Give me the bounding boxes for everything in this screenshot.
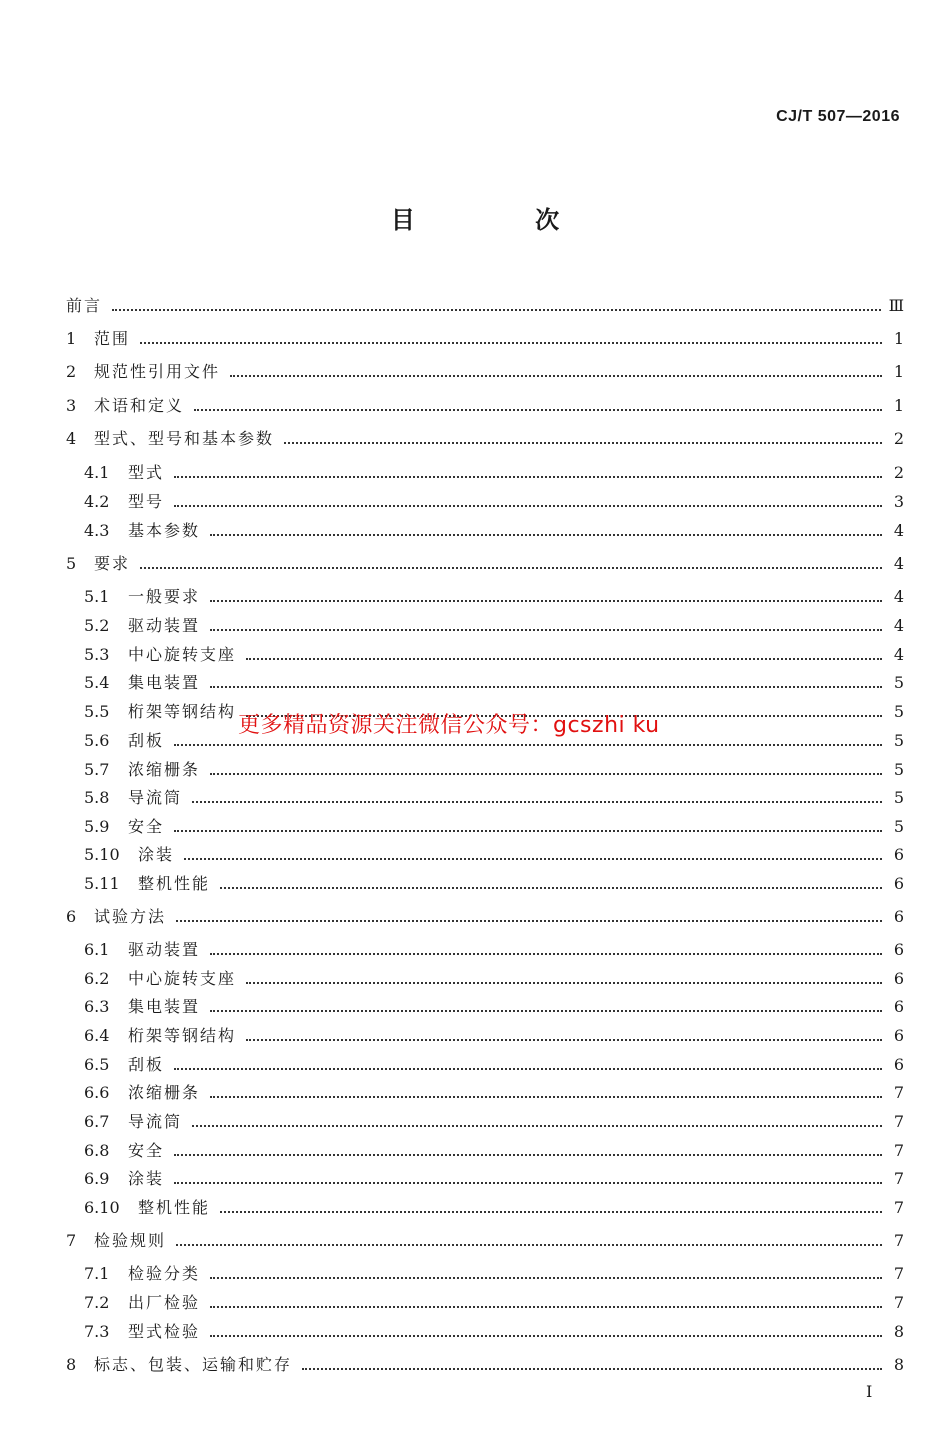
toc-entry-page: 8	[893, 1355, 904, 1374]
toc-entry-page: 5	[893, 731, 904, 750]
toc-entry-page: 7	[893, 1141, 904, 1160]
toc-entry[interactable]	[66, 1351, 904, 1375]
toc-entry-page: 4	[893, 645, 904, 664]
toc-entry-number: 7.1	[84, 1264, 110, 1283]
toc-entry-label: 要求	[94, 554, 131, 573]
toc-entry-number: 5.4	[84, 673, 110, 692]
toc-entry-number: 5.9	[84, 817, 110, 836]
toc-dot-leader	[176, 919, 882, 922]
toc-entry[interactable]	[84, 870, 904, 894]
toc-entry[interactable]	[84, 641, 904, 665]
toc-entry-number: 7	[66, 1231, 77, 1250]
toc-entry[interactable]	[84, 841, 904, 865]
toc-entry-number: 6.6	[84, 1083, 110, 1102]
toc-entry-number: 4.3	[84, 521, 110, 540]
toc-entry-page: 6	[893, 1026, 904, 1045]
toc-dot-leader	[210, 685, 882, 688]
toc-entry-number: 5	[66, 554, 77, 573]
toc-entry-label: 驱动装置	[128, 940, 201, 959]
toc-entry-page: 7	[893, 1169, 904, 1188]
page-title: 目 次	[390, 205, 616, 234]
toc-entry-label: 导流筒	[128, 1112, 183, 1131]
toc-entry-number: 6.5	[84, 1055, 110, 1074]
toc-entry[interactable]	[84, 517, 904, 541]
toc-entry-label: 浓缩栅条	[128, 760, 201, 779]
toc-entry-label: 整机性能	[138, 874, 211, 893]
toc-entry-number: 4	[66, 429, 77, 448]
toc-entry[interactable]	[84, 488, 904, 512]
toc-entry[interactable]	[84, 813, 904, 837]
toc-entry-label: 涂装	[138, 845, 175, 864]
toc-entry[interactable]	[66, 392, 904, 416]
toc-dot-leader	[174, 743, 882, 746]
toc-entry-number: 6.4	[84, 1026, 110, 1045]
standard-code: CJ/T 507—2016	[776, 108, 900, 125]
toc-entry-label: 范围	[94, 329, 131, 348]
toc-entry-label: 桁架等钢结构	[128, 1026, 237, 1045]
toc-entry-label: 安全	[128, 817, 165, 836]
toc-dot-leader	[174, 475, 882, 478]
toc-entry-number: 5.3	[84, 645, 110, 664]
toc-entry-page: 6	[893, 969, 904, 988]
toc-entry-page: 5	[893, 760, 904, 779]
toc-entry-number: 6.10	[84, 1198, 120, 1217]
toc-dot-leader	[220, 1210, 882, 1213]
page-number: Ⅰ	[866, 1382, 873, 1401]
toc-entry-label: 检验规则	[94, 1231, 167, 1250]
toc-entry-page: 6	[893, 997, 904, 1016]
toc-entry-page: 6	[893, 907, 904, 926]
toc-dot-leader	[174, 1067, 882, 1070]
toc-entry-page: 2	[893, 429, 904, 448]
toc-entry-label: 刮板	[128, 731, 165, 750]
toc-entry-page: 6	[893, 874, 904, 893]
toc-dot-leader	[194, 408, 882, 411]
watermark-text: 更多精品资源关注微信公众号：gcszhi ku	[238, 713, 660, 738]
toc-entry-label: 出厂检验	[128, 1293, 201, 1312]
toc-entry-number: 8	[66, 1355, 77, 1374]
toc-entry-page: 4	[893, 554, 904, 573]
toc-entry-label: 基本参数	[128, 521, 201, 540]
toc-entry-number: 6	[66, 907, 77, 926]
toc-entry[interactable]	[66, 292, 904, 316]
toc-entry-number: 6.7	[84, 1112, 110, 1131]
toc-entry-label: 术语和定义	[94, 396, 185, 415]
toc-entry[interactable]	[66, 550, 904, 574]
toc-entry-number: 6.1	[84, 940, 110, 959]
toc-entry-number: 3	[66, 396, 77, 415]
toc-entry-label: 浓缩栅条	[128, 1083, 201, 1102]
toc-entry-page: 3	[893, 492, 904, 511]
toc-dot-leader	[140, 566, 882, 569]
toc-entry-number: 5.7	[84, 760, 110, 779]
toc-entry[interactable]	[84, 1194, 904, 1218]
toc-entry[interactable]	[84, 756, 904, 780]
toc-dot-leader	[210, 628, 882, 631]
toc-entry[interactable]	[84, 612, 904, 636]
toc-entry[interactable]	[84, 1051, 904, 1075]
toc-dot-leader	[220, 886, 882, 889]
toc-entry-label: 规范性引用文件	[94, 362, 221, 381]
toc-entry-number: 7.3	[84, 1322, 110, 1341]
toc-entry[interactable]	[66, 325, 904, 349]
toc-entry-number: 5.6	[84, 731, 110, 750]
toc-entry-label: 涂装	[128, 1169, 165, 1188]
toc-dot-leader	[176, 1243, 882, 1246]
toc-dot-leader	[174, 829, 882, 832]
toc-entry-page: 1	[893, 362, 904, 381]
toc-dot-leader	[246, 1038, 882, 1041]
toc-entry[interactable]	[66, 903, 904, 927]
toc-entry-label: 标志、包装、运输和贮存	[94, 1355, 293, 1374]
toc-entry[interactable]	[84, 1260, 904, 1284]
toc-entry-label: 型式检验	[128, 1322, 201, 1341]
toc-entry[interactable]	[84, 993, 904, 1017]
toc-entry[interactable]	[84, 1079, 904, 1103]
toc-entry-page: 2	[893, 463, 904, 482]
toc-entry-number: 2	[66, 362, 77, 381]
toc-dot-leader	[184, 857, 882, 860]
toc-entry-number: 6.9	[84, 1169, 110, 1188]
toc-entry-label: 安全	[128, 1141, 165, 1160]
toc-dot-leader	[192, 800, 882, 803]
toc-entry-number: 5.8	[84, 788, 110, 807]
toc-entry-label: 型号	[128, 492, 165, 511]
toc-entry-page: 7	[893, 1264, 904, 1283]
toc-entry-page: 6	[893, 1055, 904, 1074]
toc-entry[interactable]	[84, 1289, 904, 1313]
toc-entry[interactable]	[84, 1137, 904, 1161]
toc-entry-label: 刮板	[128, 1055, 165, 1074]
toc-entry[interactable]	[84, 1165, 904, 1189]
toc-entry-label: 集电装置	[128, 997, 201, 1016]
toc-entry-page: 7	[893, 1198, 904, 1217]
toc-dot-leader	[246, 657, 882, 660]
toc-entry-page: 7	[893, 1231, 904, 1250]
toc-entry[interactable]	[84, 1022, 904, 1046]
toc-dot-leader	[174, 1153, 882, 1156]
toc-dot-leader	[192, 1124, 882, 1127]
toc-entry-label: 型式	[128, 463, 165, 482]
toc-entry[interactable]	[66, 1227, 904, 1251]
toc-entry-page: 7	[893, 1293, 904, 1312]
toc-dot-leader	[140, 341, 882, 344]
toc-entry-page: 7	[893, 1112, 904, 1131]
toc-entry[interactable]	[84, 1108, 904, 1132]
toc-entry-label: 检验分类	[128, 1264, 201, 1283]
toc-dot-leader	[210, 533, 882, 536]
toc-entry-page: 1	[893, 329, 904, 348]
toc-dot-leader	[210, 1305, 882, 1308]
toc-entry-label: 一般要求	[128, 587, 201, 606]
toc-entry-number: 5.2	[84, 616, 110, 635]
toc-entry-page: 5	[893, 788, 904, 807]
toc-entry-page: 8	[893, 1322, 904, 1341]
toc-entry-label: 导流筒	[128, 788, 183, 807]
toc-entry-page: 6	[893, 940, 904, 959]
toc-entry-page: 6	[893, 845, 904, 864]
toc-entry-page: 5	[893, 702, 904, 721]
toc-dot-leader	[112, 308, 881, 311]
toc-dot-leader	[230, 374, 882, 377]
toc-entry-label: 前言	[66, 296, 103, 315]
toc-entry-page: 1	[893, 396, 904, 415]
toc-entry[interactable]	[66, 358, 904, 382]
toc-entry-label: 型式、型号和基本参数	[94, 429, 275, 448]
toc-entry-number: 5.10	[84, 845, 120, 864]
toc-dot-leader	[210, 1334, 882, 1337]
toc-entry[interactable]	[84, 459, 904, 483]
toc-dot-leader	[174, 504, 882, 507]
toc-entry-number: 6.8	[84, 1141, 110, 1160]
toc-dot-leader	[302, 1367, 882, 1370]
toc-entry-label: 中心旋转支座	[128, 969, 237, 988]
toc-entry-number: 1	[66, 329, 77, 348]
toc-dot-leader	[210, 772, 882, 775]
toc-entry-label: 驱动装置	[128, 616, 201, 635]
toc-entry-label: 桁架等钢结构	[128, 702, 237, 721]
toc-entry[interactable]	[66, 425, 904, 449]
toc-dot-leader	[284, 441, 882, 444]
toc-dot-leader	[210, 1276, 882, 1279]
toc-entry-page: 5	[893, 673, 904, 692]
toc-entry-page: 4	[893, 616, 904, 635]
toc-entry-page: 4	[893, 587, 904, 606]
toc-entry-number: 6.2	[84, 969, 110, 988]
toc-entry-number: 5.5	[84, 702, 110, 721]
toc-dot-leader	[210, 599, 882, 602]
toc-entry[interactable]	[84, 936, 904, 960]
toc-entry-label: 集电装置	[128, 673, 201, 692]
toc-dot-leader	[246, 981, 882, 984]
toc-entry[interactable]	[84, 1318, 904, 1342]
toc-entry-number: 7.2	[84, 1293, 110, 1312]
toc-dot-leader	[174, 1181, 882, 1184]
toc-entry[interactable]	[84, 784, 904, 808]
toc-entry-page: 4	[893, 521, 904, 540]
toc-entry-page: Ⅲ	[888, 296, 904, 315]
toc-entry[interactable]	[84, 583, 904, 607]
toc-entry-number: 5.11	[84, 874, 120, 893]
toc-entry-page: 5	[893, 817, 904, 836]
toc-entry-number: 4.2	[84, 492, 110, 511]
toc-dot-leader	[210, 952, 882, 955]
toc-entry-number: 6.3	[84, 997, 110, 1016]
toc-entry-number: 4.1	[84, 463, 110, 482]
toc-entry-label: 中心旋转支座	[128, 645, 237, 664]
toc-entry-page: 7	[893, 1083, 904, 1102]
toc-entry[interactable]	[84, 669, 904, 693]
toc-dot-leader	[210, 1095, 882, 1098]
toc-entry-number: 5.1	[84, 587, 110, 606]
toc-entry[interactable]	[84, 965, 904, 989]
toc-dot-leader	[210, 1009, 882, 1012]
toc-entry-label: 整机性能	[138, 1198, 211, 1217]
toc-entry-label: 试验方法	[94, 907, 167, 926]
